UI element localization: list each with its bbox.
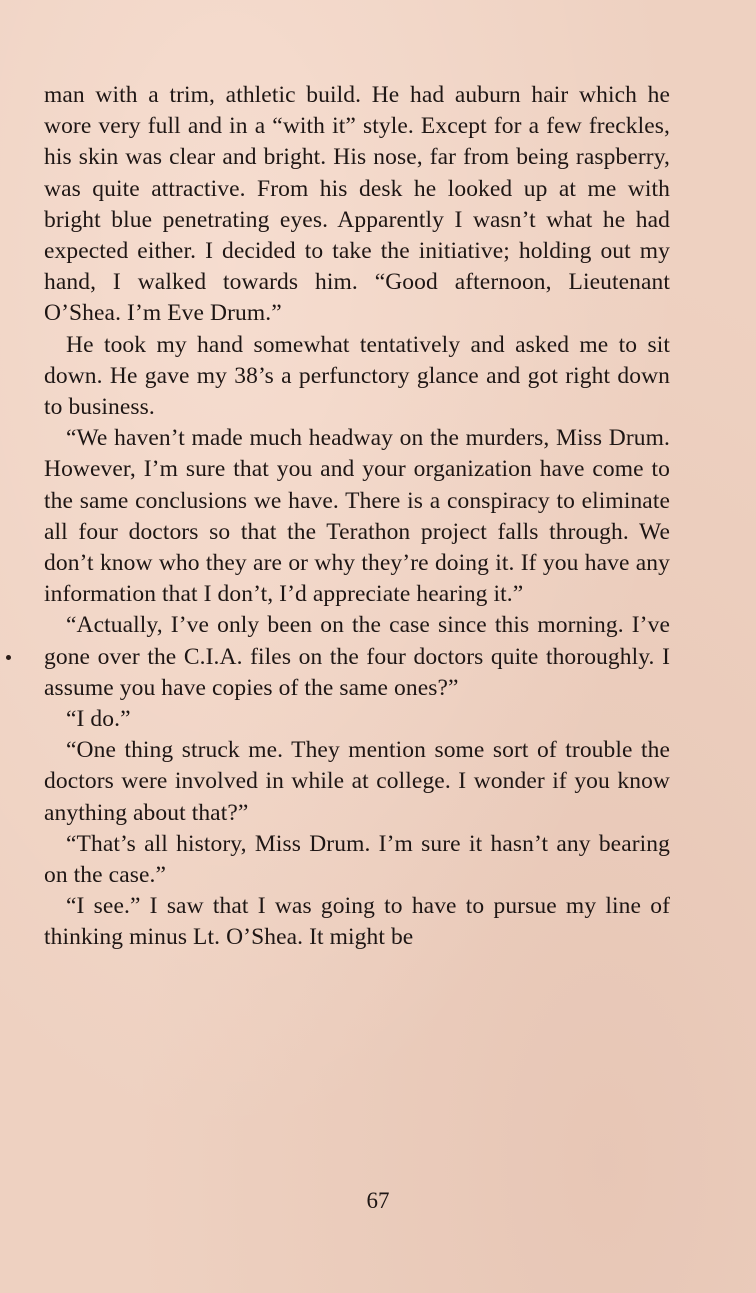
paragraph: He took my hand somewhat tentatively and asked me to sit down. He gave my 38’s a perfunctory glance and got right down to business. xyxy=(44,331,670,421)
page-number: 67 xyxy=(366,1188,390,1213)
margin-mark xyxy=(6,655,11,660)
paragraph: “I do.” xyxy=(66,706,131,733)
body-text xyxy=(44,80,670,954)
paragraph: man with a trim, athletic build. He had auburn hair which he wore very full and in a “with it” style. Except for a few freckles, his skin was clear and bright. His nose, far from being raspberry, was quite attractive. From his desk he looked up at me with bright blue penetrating eyes. Apparently I wasn’t what he had expected either. I decided to take the initiative; holding out my hand, I walked towards him. “Good afternoon, Lieutenant O’Shea. I’m Eve Drum.” xyxy=(44,82,670,327)
paragraph: “I see.” I saw that I was going to have to pursue my line of thinking minus Lt. O’Shea. It might be xyxy=(44,893,670,951)
paragraph: “Actually, I’ve only been on the case since this morning. I’ve gone over the C.I.A. files on the four doctors quite thoroughly. I assume you have copies of the same ones?” xyxy=(44,612,670,701)
paragraph: “One thing struck me. They mention some sort of trouble the doctors were involved in while at college. I wonder if you know anything about that?” xyxy=(44,737,670,826)
paragraph: “We haven’t made much headway on the murders, Miss Drum. However, I’m sure that you and your organization have come to the same conclusions we have. There is a conspiracy to eliminate all four doctors so that the Terathon project falls through. We don’t know who they are or why they’re doing it. If you have any information that I don’t, I’d appreciate hearing it.” xyxy=(44,425,670,608)
paragraph: “That’s all history, Miss Drum. I’m sure it hasn’t any bearing on the case.” xyxy=(44,830,670,889)
